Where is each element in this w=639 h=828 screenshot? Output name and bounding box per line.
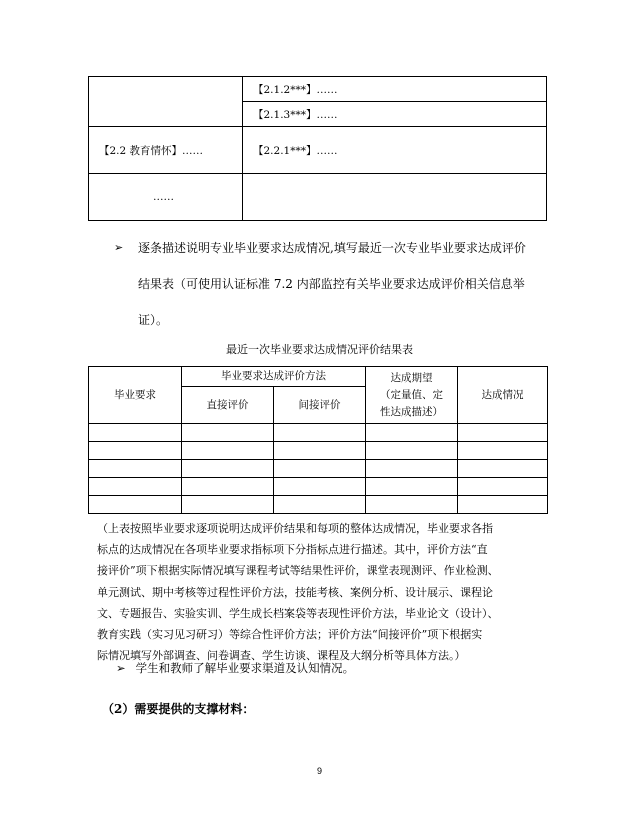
- table-cell: [366, 442, 458, 460]
- header-expectation-line: 性达成描述）: [380, 405, 443, 418]
- table-cell: [89, 496, 182, 514]
- table-cell: [274, 460, 366, 478]
- page-number: 9: [316, 766, 322, 776]
- table-cell: [366, 496, 458, 514]
- arrow-bullet-icon: ➢: [114, 241, 124, 254]
- header-expectation-line: （定量值、定: [380, 388, 443, 401]
- header-expectation-line: 达成期望: [390, 371, 433, 384]
- table-header-row: [89, 367, 548, 387]
- header-expectation: [366, 367, 458, 424]
- note-line: 文、专题报告、实验实训、学生成长档案袋等表现性评价方法，毕业论文（设计）、: [97, 606, 499, 620]
- note-line: 际情况填写外部调查、问卷调查、学生访谈、课程及大纲分析等具体方法。）: [97, 649, 466, 663]
- section-heading: （2）需要提供的支撑材料：: [102, 702, 255, 716]
- table-row: [89, 127, 547, 174]
- header-indirect: 间接评价: [274, 387, 366, 424]
- table-cell: [458, 442, 548, 460]
- table-note: [97, 518, 557, 666]
- table-row: [89, 478, 548, 496]
- header-method: 毕业要求达成评价方法: [182, 367, 366, 387]
- header-direct: 直接评价: [182, 387, 274, 424]
- table-cell: 【2.1.3***】……: [243, 102, 547, 127]
- table-cell: [89, 478, 182, 496]
- note-line: 接评价”项下根据实际情况填写课程考试等结果性评价，课堂表现测评、作业检测、: [97, 564, 499, 578]
- table-cell: [182, 496, 274, 514]
- table-row: [89, 442, 548, 460]
- bullet-paragraph: [116, 230, 561, 338]
- table-cell: [366, 424, 458, 442]
- table-cell: [458, 460, 548, 478]
- note-line: 单元测试、期中考核等过程性评价方法，技能考核、案例分析、设计展示、课程论: [97, 585, 493, 599]
- table-cell: [182, 424, 274, 442]
- table-cell: [182, 442, 274, 460]
- table-row: [89, 174, 547, 221]
- header-status: 达成情况: [458, 367, 548, 424]
- table-cell: [274, 424, 366, 442]
- table-cell: [182, 460, 274, 478]
- table-cell: [366, 478, 458, 496]
- table-cell: [458, 496, 548, 514]
- paragraph-text: [116, 230, 561, 338]
- note-line: （上表按照毕业要求逐项说明达成评价结果和每项的整体达成情况，毕业要求各指: [97, 522, 493, 535]
- note-line: 标点的达成情况在各项毕业要求指标项下分指标点进行描述。其中，评价方法“直: [97, 543, 488, 557]
- table-row: [89, 496, 548, 514]
- table-cell: [89, 424, 182, 442]
- table-cell: [182, 478, 274, 496]
- table-cell: [274, 442, 366, 460]
- table-cell: [458, 424, 548, 442]
- table-cell: [274, 478, 366, 496]
- paragraph-line: 逐条描述说明专业毕业要求达成情况,填写最近一次专业毕业要求达成评价: [138, 241, 526, 255]
- arrow-bullet-icon: ➢: [116, 661, 126, 675]
- note-line: 教育实践（实习见习研习）等综合性评价方法；评价方法“间接评价”项下根据实: [97, 628, 483, 642]
- table-row: [89, 424, 548, 442]
- table-cell: [458, 478, 548, 496]
- paragraph-line: 结果表（可使用认证标准 7.2 内部监控有关毕业要求达成评价相关信息举: [138, 277, 525, 291]
- bullet-paragraph: [116, 660, 354, 676]
- table-cell: 【2.2 教育情怀】……: [89, 127, 243, 174]
- table-cell: [243, 174, 547, 221]
- header-requirement: 毕业要求: [89, 367, 182, 424]
- table-cell: ……: [89, 174, 243, 221]
- table-cell: 【2.1.2***】……: [243, 77, 547, 102]
- table-row: [89, 460, 548, 478]
- table-cell: [89, 77, 243, 127]
- table-title: 最近一次毕业要求达成情况评价结果表: [226, 343, 413, 356]
- table-cell: [366, 460, 458, 478]
- evaluation-results-table: [88, 366, 548, 514]
- outcome-indicator-table: [88, 76, 547, 221]
- table-row: [89, 77, 547, 102]
- paragraph-line: 证）。: [138, 313, 169, 327]
- paragraph-text: 学生和教师了解毕业要求渠道及认知情况。: [135, 661, 355, 675]
- table-cell: [274, 496, 366, 514]
- table-cell: [89, 442, 182, 460]
- table-cell: [89, 460, 182, 478]
- table-cell: 【2.2.1***】……: [243, 127, 547, 174]
